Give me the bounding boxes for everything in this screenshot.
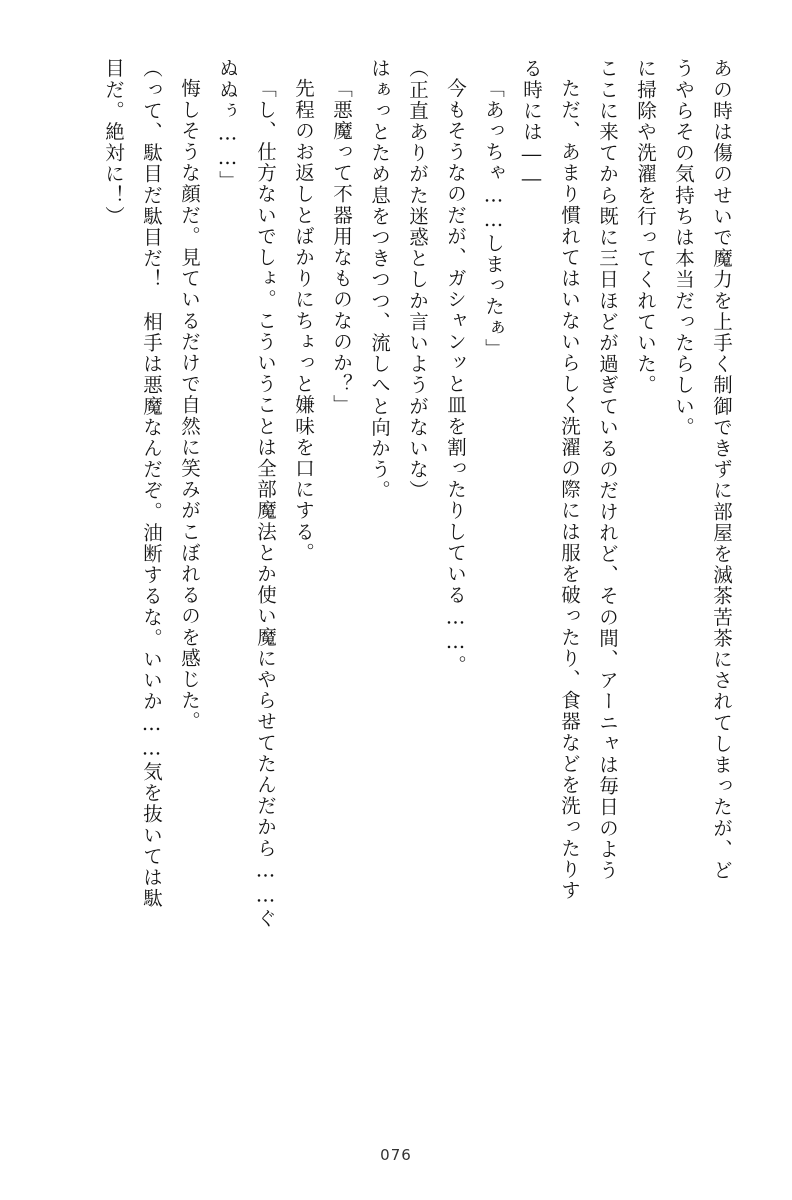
text-line: ぬぬぅ……」 (216, 58, 239, 192)
text-line: る時には―― (520, 58, 543, 192)
vertical-text-block (52, 58, 740, 1104)
text-line: ただ、あまり慣れてはいないらしく洗濯の際には服を破ったり、食器などを洗ったりす (558, 78, 581, 901)
text-line: 「し、仕方ないでしょ。こういうことは全部魔法とか使い魔にやらせてたんだから……ぐ (254, 78, 277, 929)
text-line: （って、駄目だ駄目だ！ 相手は悪魔なんだぞ。油断するな。いいか……気を抜いては駄 (140, 58, 163, 909)
text-line: ここに来てから既に三日ほどが過ぎているのだけれど、その間、アーニャは毎日のよう (596, 58, 619, 881)
text-line: はぁっとため息をつきつつ、流しへと向かう。 (368, 58, 391, 502)
text-line: 先程のお返しとばかりにちょっと嫌味を口にする。 (292, 78, 315, 564)
text-line: 今もそうなのだが、ガシャンッと皿を割ったりしている……。 (444, 78, 467, 676)
text-line: 悔しそうな顔だ。見ているだけで自然に笑みがこぼれるのを感じた。 (178, 78, 201, 733)
text-line: 目だ。絶対に！） (102, 58, 125, 227)
page-number: 076 (380, 1146, 412, 1164)
text-line: うやらその気持ちは本当だったらしい。 (672, 58, 695, 438)
text-line: （正直ありがた迷惑としか言いようがないな） (406, 58, 429, 502)
text-line: に掃除や洗濯を行ってくれていた。 (634, 58, 657, 396)
text-line: あの時は傷のせいで魔力を上手く制御できずに部屋を滅茶苦茶にされてしまったが、ど (710, 58, 733, 881)
text-line: 「悪魔って不器用なものなのか？」 (330, 78, 353, 416)
text-line: 「あっちゃ……しまったぁ」 (482, 78, 505, 360)
